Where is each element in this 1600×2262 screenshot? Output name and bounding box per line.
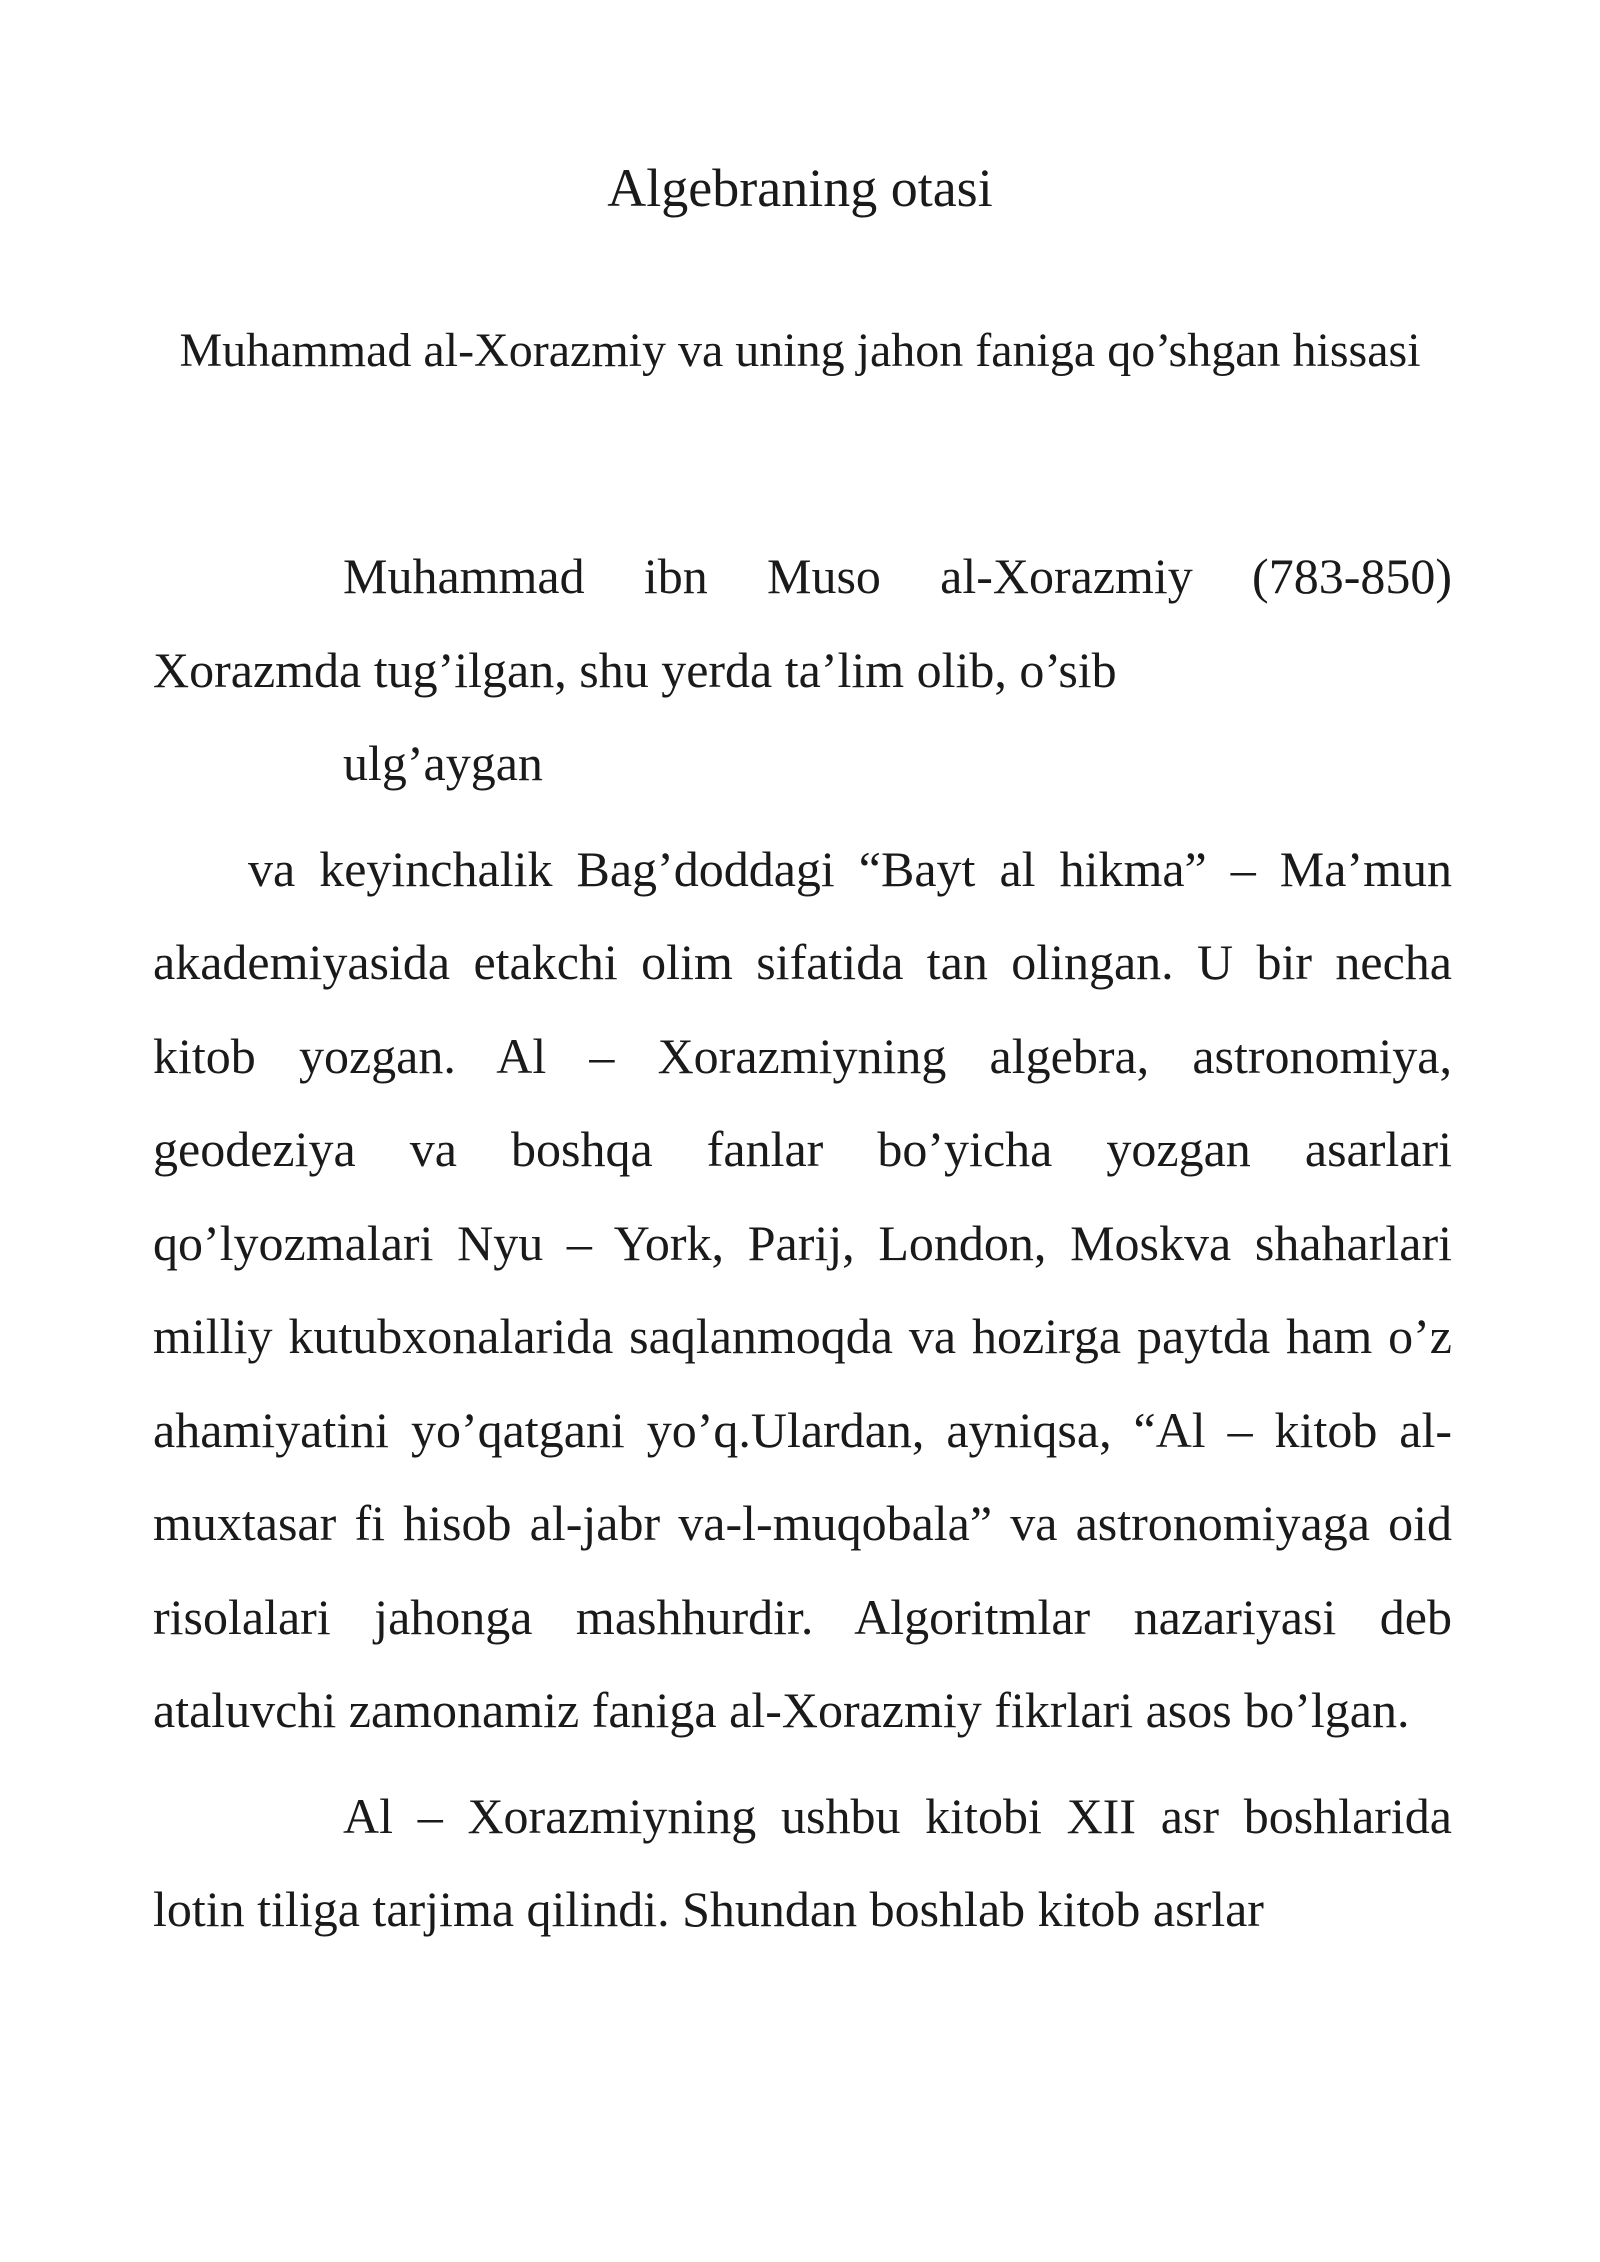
document-body <box>153 530 1452 1957</box>
paragraph-1-text: Muhammad ibn Muso al-Xorazmiy (783-850) Xorazmda tug’ilgan, shu yerda ta’lim olib, o’sib <box>153 548 1452 698</box>
document-subtitle: Muhammad al-Xorazmiy va uning jahon faniga qo’shgan hissasi <box>179 324 1421 377</box>
document-title: Algebraning otasi <box>607 158 993 218</box>
paragraph-2: va keyinchalik Bag’doddagi “Bayt al hikma” – Ma’mun akademiyasida etakchi olim sifatida tan olingan. U bir necha kitob yozgan. Al – Xorazmiyning algebra, astronomiya, geodeziya va boshqa fanlar bo’yicha yozgan asarlari qo’lyozmalari Nyu – York, Parij, London, Moskva shaharlari milliy kutubxonalarida saqlanmoqda va hozirga paytda ham o’z ahamiyatini yo’qatgani yo’q.Ulardan, ayniqsa, “Al – kitob al-muxtasar fi hisob al-jabr va-l-muqobala” va astronomiyaga oid risolalari jahonga mashhurdir. Algoritmlar nazariyasi deb ataluvchi zamonamiz faniga al-Xorazmiy fikrlari asos bo’lgan. <box>153 840 1452 1738</box>
paragraph-1-last-line: ulg’aygan <box>343 735 543 791</box>
paragraph-1 <box>153 530 1452 811</box>
paragraph-3: Al – Xorazmiyning ushbu kitobi XII asr boshlarida lotin tiliga tarjima qilindi. Shundan boshlab kitob asrlar <box>153 1787 1452 1937</box>
